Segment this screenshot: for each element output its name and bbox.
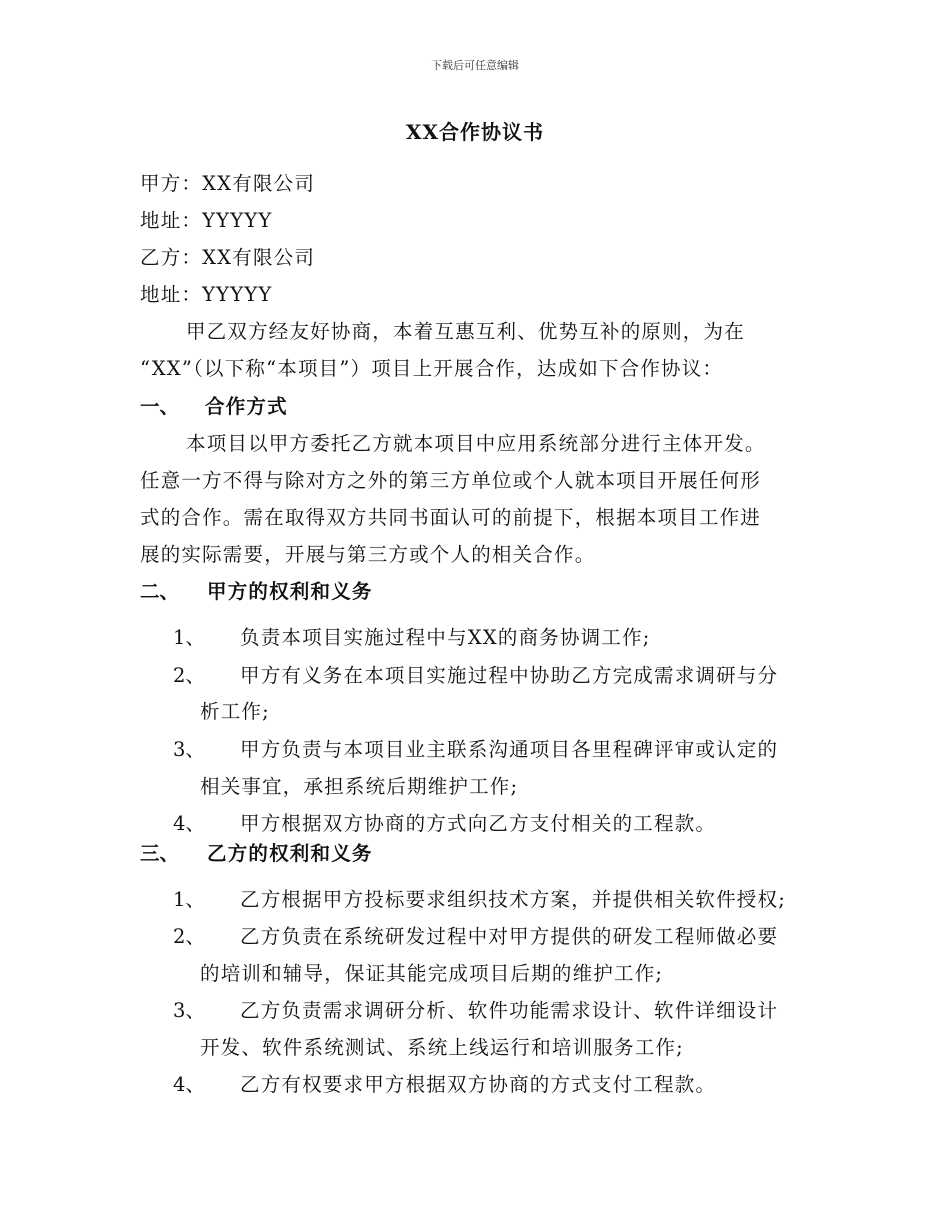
section-2-item-number: 1、 (173, 626, 205, 649)
section-3-item-number: 1、 (173, 888, 205, 911)
section-3-item-continuation: 开发、软件系统测试、系统上线运行和培训服务工作; (200, 1036, 684, 1059)
section-3-item-text: 乙方有权要求甲方根据双方协商的方式支付工程款。 (240, 1073, 717, 1096)
section-3-number: 三、 (140, 842, 180, 865)
intro-line-1: 甲乙双方经友好协商，本着互惠互利、优势互补的原则，为在 (186, 320, 745, 343)
section-3-item-number: 2、 (173, 925, 205, 948)
party-b: 乙方：XX有限公司 (140, 246, 316, 269)
section-3-item-text: 乙方负责需求调研分析、软件功能需求设计、软件详细设计 (240, 999, 779, 1022)
section-1-line: 任意一方不得与除对方之外的第三方单位或个人就本项目开展任何形 (140, 469, 762, 492)
section-3-item-number: 4、 (173, 1073, 205, 1096)
section-3-item-continuation: 的培训和辅导，保证其能完成项目后期的维护工作; (200, 962, 664, 985)
section-1-number: 一、 (140, 395, 180, 418)
section-2-item-text: 甲方有义务在本项目实施过程中协助乙方完成需求调研与分 (240, 664, 779, 687)
section-3-item-number: 3、 (173, 999, 205, 1022)
section-2-item-number: 3、 (173, 738, 205, 761)
section-2-item-continuation: 析工作; (200, 700, 270, 723)
section-2-title: 甲方的权利和义务 (207, 580, 373, 603)
section-2-item-number: 2、 (173, 664, 205, 687)
section-2-item-continuation: 相关事宜，承担系统后期维护工作; (200, 775, 519, 798)
intro-line-2: “XX”（以下称“本项目”）项目上开展合作，达成如下合作协议： (140, 357, 724, 380)
section-3-item-text: 乙方负责在系统研发过程中对甲方提供的研发工程师做必要 (240, 925, 779, 948)
party-a: 甲方：XX有限公司 (140, 172, 316, 195)
section-1-line: 展的实际需要，开展与第三方或个人的相关合作。 (140, 543, 596, 566)
address-a: 地址：YYYYY (140, 209, 273, 232)
section-1-line: 本项目以甲方委托乙方就本项目中应用系统部分进行主体开发。 (186, 432, 766, 455)
section-3-item-text: 乙方根据甲方投标要求组织技术方案，并提供相关软件授权; (240, 888, 786, 911)
section-3-title: 乙方的权利和义务 (207, 842, 373, 865)
section-1-line: 式的合作。需在取得双方共同书面认可的前提下，根据本项目工作进 (140, 506, 762, 529)
header-note: 下载后可任意编辑 (431, 59, 519, 72)
section-2-item-number: 4、 (173, 812, 205, 835)
section-2-item-text: 负责本项目实施过程中与XX的商务协调工作; (240, 626, 651, 649)
section-1-title: 合作方式 (205, 395, 288, 418)
document-title: XX合作协议书 (405, 120, 545, 144)
section-2-item-text: 甲方负责与本项目业主联系沟通项目各里程碑评审或认定的 (240, 738, 779, 761)
address-b: 地址：YYYYY (140, 283, 273, 306)
section-2-item-text: 甲方根据双方协商的方式向乙方支付相关的工程款。 (240, 812, 717, 835)
section-2-number: 二、 (140, 580, 180, 603)
